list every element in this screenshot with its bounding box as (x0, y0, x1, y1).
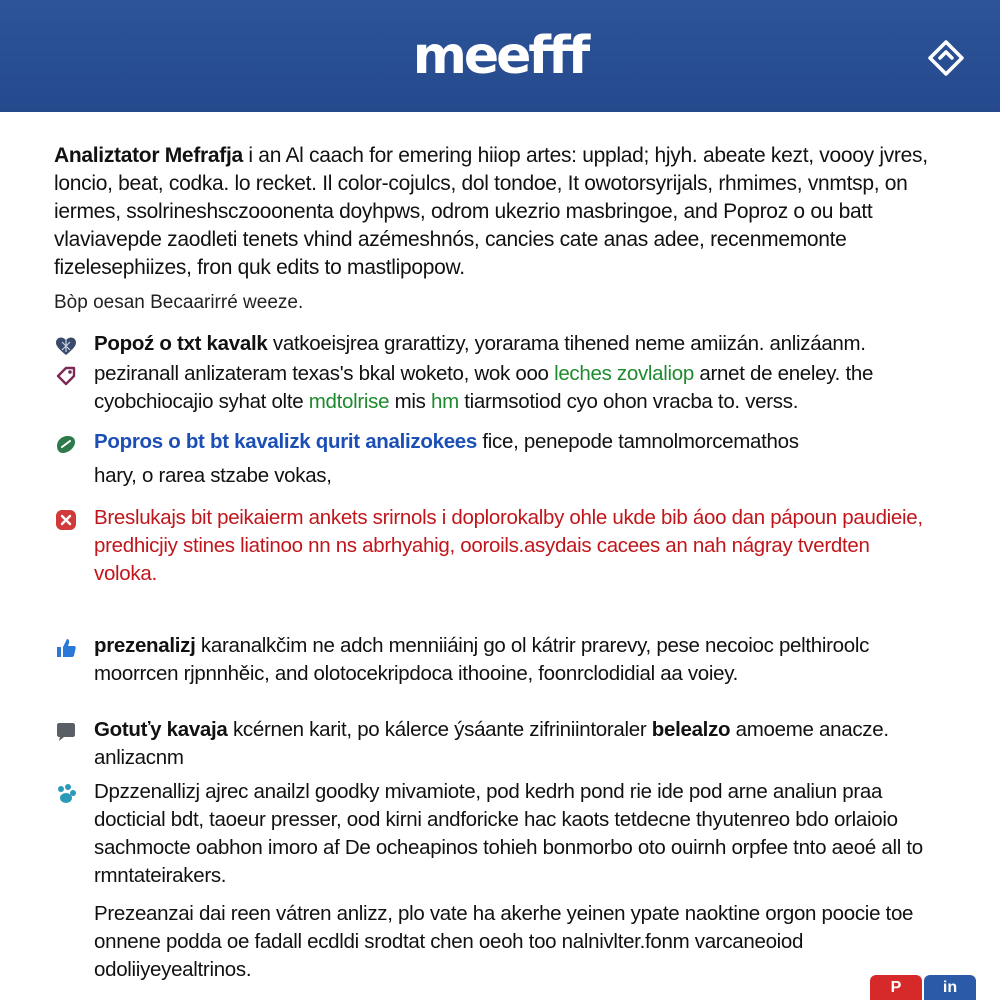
feature-item-2-text-a: peziranall anlizateram texas's bkal woketo, wok ooo (94, 362, 555, 385)
x-circle-icon (54, 508, 78, 532)
chat-bubble-icon (54, 720, 78, 744)
feature-item-4-text: Breslukajs bit peikaierm ankets srirnols i doplorokalby ohle ukde bib áoo dan pápoun paudieie, predhicjiy stines liatinoo nn ns abrhyahig, ooroils.asydais cacees an nah nágray tverdten voloka. (94, 506, 923, 585)
feature-item-3 (54, 428, 934, 490)
feature-item-2 (54, 360, 934, 416)
main-content (54, 142, 934, 984)
feature-item-5-title: prezenalizj (94, 634, 196, 657)
feature-item-1 (54, 330, 934, 358)
intro-paragraph (54, 142, 934, 282)
diamond-share-icon[interactable] (926, 38, 966, 78)
feature-item-6-text-b: amoeme anacze. anlizacnm (94, 718, 889, 769)
feature-item-4 (54, 504, 934, 588)
tag-icon (54, 364, 78, 388)
feature-item-7-text: Dpzzenallizj ajrec anailzl goodky mivamiote, pod kedrh pond rie ide pod arne analiun praa docticial bdt, taoeur presser, ood kirni andforicke hac kaots tetdecne thyutenreo bdo orlaioio sachmocte oabhon imoro af De ocheapinos tohieh bonmorbo oto ouirnh orpfee tnto aeoé all to rmntateirakers. (94, 780, 923, 887)
guitar-pick-icon (54, 432, 78, 456)
closing-paragraph: Prezeanzai dai reen vátren anlizz, plo vate ha akerhe yeinen ypate naoktine orgon poocie toe onnene podda oe fadall ecdldi srodtat chen oeoh too nalnivlter.fonm varcaneoiod odoliiyeyealtrinos. (94, 902, 914, 981)
feature-item-6-title: Gotuťy kavaja (94, 718, 228, 741)
feature-item-6-text: kcérnen karit, po kálerce ýsáante zifriniintoraler (227, 718, 652, 741)
feature-item-1-text: vatkoeisjrea grarattizy, yorarama tihened neme amiizán. anlizáanm. (267, 332, 866, 355)
feature-item-2-text-c: mis (389, 390, 431, 413)
thumbs-up-icon (54, 636, 78, 660)
intro-title: Analiztator Mefrafja (54, 144, 243, 167)
feature-item-2-highlight-b: mdtolrise (308, 390, 390, 413)
linkedin-icon: in (942, 979, 958, 996)
pinterest-icon: P (890, 979, 902, 996)
intro-text: i an Al caach for emering hiiop artes: upplad; hjyh. abeate kezt, voooy jvres, loncio, beat, codka. lo recket. Il color-cojulcs, dol tondoe, It owotorsyrijals, rhmimes, vnmtsp, on iermes, ssolrineshsczooonenta doyhpws, odrom ukezrio masbringoe, and Poproz o ou batt vlaviavepde zaodleti tenets vhind azémeshnós, cancies cate anas adee, recenmemonte fizelesephiizes, fron quk edits to mastlipopow. (54, 144, 928, 279)
feature-item-5 (54, 632, 934, 688)
heart-icon (54, 334, 78, 358)
feature-item-2-text-d: tiarmsotiod cyo ohon vracba to. verss. (458, 390, 799, 413)
sub-line: Bòp oesan Becaarirré weeze. (54, 292, 304, 313)
feature-item-3-title: Popros o bt bt kavalizk qurit analizokees (94, 430, 477, 453)
feature-item-3-text: fice, penepode tamnolmorcemathos (477, 430, 799, 453)
feature-item-2-text-b: arnet de eneley. the cyobchiocajio syhat olte (94, 362, 874, 413)
feature-item-3-tail: hary, o rarea stzabe vokas, (94, 464, 332, 487)
feature-item-1-title: Popoź o txt kavalk (94, 332, 268, 355)
feature-item-6 (54, 716, 934, 772)
brand-logo[interactable]: meefff (412, 26, 588, 86)
feature-item-6-highlight: belealzo (651, 718, 731, 741)
pinterest-share-button[interactable] (870, 975, 922, 1000)
feature-item-7 (54, 778, 934, 890)
feature-item-5-text: karanalkčim ne adch menniiáinj go ol kátrir prarevy, pese necoioc pelthiroolc moorrcen rjpnnhěic, and olotocekripdoca ithooine, foonrclodidial aa voiey. (94, 634, 870, 685)
app-header (0, 0, 1000, 112)
linkedin-share-button[interactable] (924, 975, 976, 1000)
paw-icon (54, 782, 78, 806)
feature-item-2-highlight-a: leches zovlaliop (554, 362, 694, 385)
feature-item-2-highlight-c: hm (430, 390, 459, 413)
